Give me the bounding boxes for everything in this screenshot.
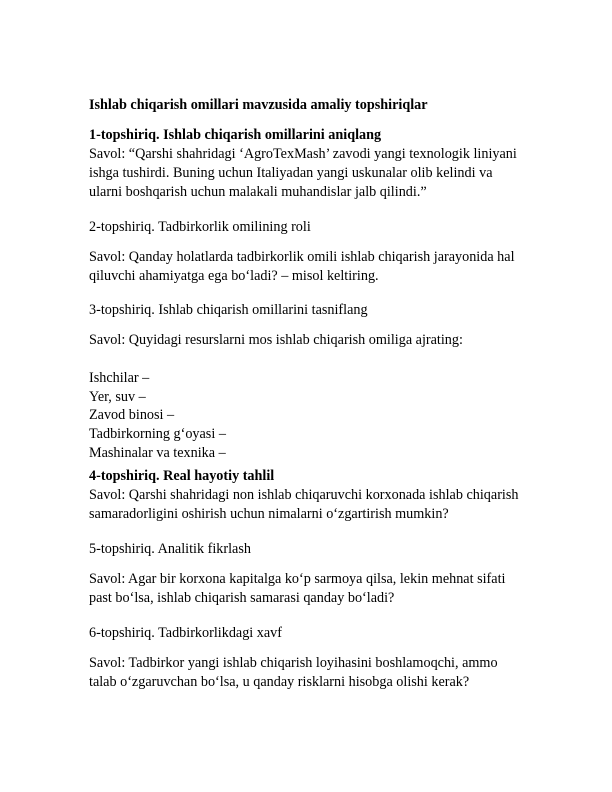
task-1-heading: 1-topshiriq. Ishlab chiqarish omillarini aniqlang — [89, 127, 382, 143]
task-5-heading: 5-topshiriq. Analitik fikrlash — [89, 541, 251, 557]
task-2-heading: 2-topshiriq. Tadbirkorlik omilining roli — [89, 219, 311, 235]
task-3-item: Yer, suv – — [89, 389, 146, 405]
document-title: Ishlab chiqarish omillari mavzusida amaliy topshiriqlar — [89, 97, 428, 113]
task-6-heading: 6-topshiriq. Tadbirkorlikdagi xavf — [89, 625, 282, 641]
task-2-question-line: qiluvchi ahamiyatga ega bo‘ladi? – misol keltiring. — [89, 268, 379, 284]
task-4-question-line: Savol: Qarshi shahridagi non ishlab chiqaruvchi korxonada ishlab chiqarish — [89, 487, 519, 503]
task-6-question-line: talab o‘zgaruvchan bo‘lsa, u qanday risklarni hisobga olishi kerak? — [89, 674, 470, 690]
task-2-question-line: Savol: Qanday holatlarda tadbirkorlik omili ishlab chiqarish jarayonida hal — [89, 249, 515, 265]
task-5-question-line: Savol: Agar bir korxona kapitalga ko‘p sarmoya qilsa, lekin mehnat sifati — [89, 571, 506, 587]
task-1-question-line: ishga tushirdi. Buning uchun Italiyadan yangi uskunalar olib kelindi va — [89, 165, 493, 181]
task-4-question-line: samaradorligini oshirish uchun nimalarni o‘zgartirish mumkin? — [89, 506, 449, 522]
task-5-question-line: past bo‘lsa, ishlab chiqarish samarasi qanday bo‘ladi? — [89, 590, 395, 606]
task-3-heading: 3-topshiriq. Ishlab chiqarish omillarini tasniflang — [89, 302, 368, 318]
task-6-question-line: Savol: Tadbirkor yangi ishlab chiqarish loyihasini boshlamoqchi, ammo — [89, 655, 498, 671]
task-1-question-line: ularni boshqarish uchun malakali muhandislar jalb qilindi.” — [89, 184, 427, 200]
task-1-question-line: Savol: “Qarshi shahridagi ‘AgroTexMash’ zavodi yangi texnologik liniyani — [89, 146, 517, 162]
task-4-heading: 4-topshiriq. Real hayotiy tahlil — [89, 468, 275, 484]
task-3-item: Zavod binosi – — [89, 407, 175, 423]
task-3-question: Savol: Quyidagi resurslarni mos ishlab chiqarish omiliga ajrating: — [89, 332, 463, 348]
task-3-item: Tadbirkorning g‘oyasi – — [89, 426, 226, 442]
task-3-item: Mashinalar va texnika – — [89, 445, 226, 461]
task-3-item: Ishchilar – — [89, 370, 150, 386]
